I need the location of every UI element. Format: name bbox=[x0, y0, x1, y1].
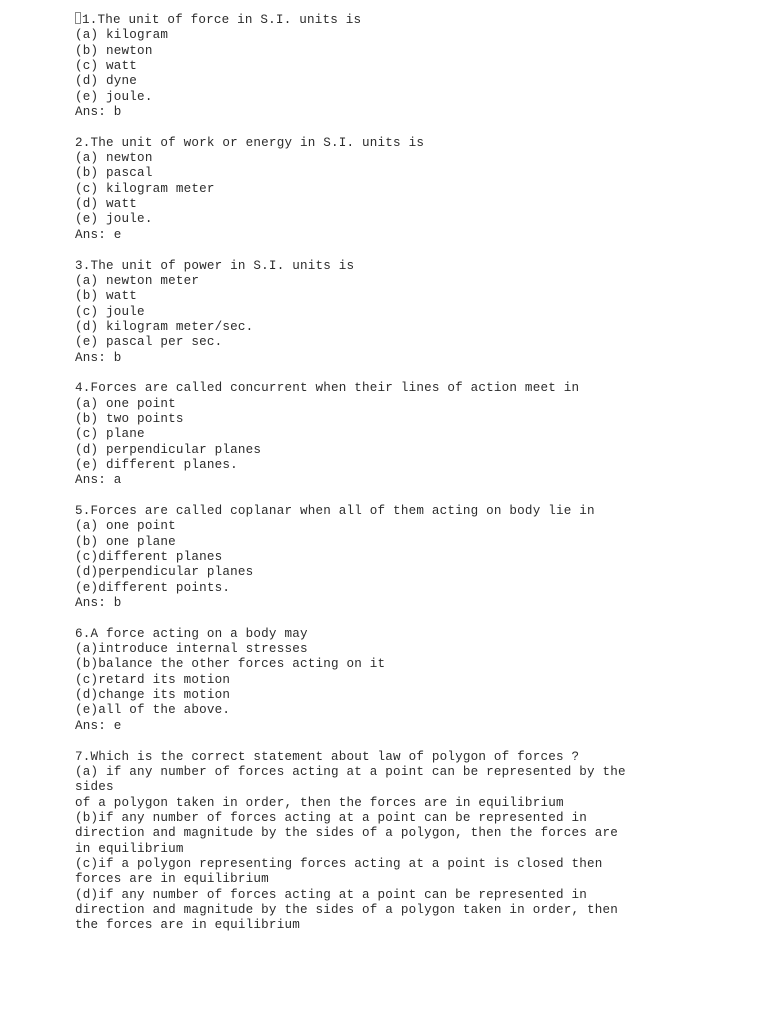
option-c: (c)retard its motion bbox=[75, 672, 231, 687]
question-stem: 3.The unit of power in S.I. units is bbox=[75, 258, 355, 273]
option-e: (e) joule. bbox=[75, 212, 153, 227]
option-b: (b) pascal bbox=[75, 166, 153, 181]
option-e: (e) different planes. bbox=[75, 457, 238, 472]
question-stem: 5.Forces are called coplanar when all of them acting on body lie in bbox=[75, 504, 595, 518]
option-a: (a)introduce internal stresses bbox=[75, 642, 308, 657]
option-a: (a) one point bbox=[75, 519, 176, 534]
question-stem: 7.Which is the correct statement about law of polygon of forces ? bbox=[75, 749, 580, 764]
question-3 bbox=[75, 259, 715, 366]
option-a: (a) newton meter bbox=[75, 273, 200, 288]
option-c: (c) joule bbox=[75, 304, 145, 319]
option-c: (c) watt bbox=[75, 59, 138, 74]
question-4 bbox=[75, 381, 715, 488]
option-d: (d) dyne bbox=[75, 74, 138, 89]
answer-line: Ans: b bbox=[75, 596, 122, 611]
missing-glyph-icon bbox=[75, 12, 81, 24]
option-d: (d) perpendicular planes bbox=[75, 442, 262, 457]
question-1 bbox=[75, 12, 715, 120]
option-e: (e) joule. bbox=[75, 89, 153, 104]
option-c: (c)different planes bbox=[75, 550, 223, 565]
question-stem: 6.A force acting on a body may bbox=[75, 626, 308, 641]
option-d: (d) watt bbox=[75, 197, 138, 212]
option-b: (b) two points bbox=[75, 411, 184, 426]
option-c-line-2: forces are in equilibrium bbox=[75, 872, 269, 887]
option-a: (a) kilogram bbox=[75, 28, 169, 43]
option-d-line-3: the forces are in equilibrium bbox=[75, 918, 300, 933]
option-e: (e)all of the above. bbox=[75, 703, 231, 718]
option-b: (b) watt bbox=[75, 289, 138, 304]
answer-line: Ans: b bbox=[75, 350, 122, 365]
option-b: (b)balance the other forces acting on it bbox=[75, 657, 386, 672]
answer-line: Ans: e bbox=[75, 227, 122, 242]
option-b-line-1: (b)if any number of forces acting at a point can be represented in bbox=[75, 810, 587, 825]
question-2 bbox=[75, 136, 715, 243]
question-stem: 4.Forces are called concurrent when their lines of action meet in bbox=[75, 381, 580, 396]
option-d: (d)perpendicular planes bbox=[75, 565, 254, 580]
option-e: (e)different points. bbox=[75, 580, 231, 595]
option-b: (b) one plane bbox=[75, 534, 176, 549]
option-a: (a) one point bbox=[75, 396, 176, 411]
option-e: (e) pascal per sec. bbox=[75, 335, 223, 350]
option-b-line-3: in equilibrium bbox=[75, 841, 184, 856]
question-stem: 1.The unit of force in S.I. units is bbox=[82, 13, 362, 27]
option-d-line-1: (d)if any number of forces acting at a point can be represented in bbox=[75, 887, 587, 902]
option-d: (d) kilogram meter/sec. bbox=[75, 319, 254, 334]
option-c: (c) plane bbox=[75, 427, 145, 442]
answer-line: Ans: e bbox=[75, 718, 122, 733]
question-stem: 2.The unit of work or energy in S.I. units is bbox=[75, 135, 425, 150]
document-page bbox=[75, 12, 715, 949]
option-a: (a) newton bbox=[75, 151, 153, 166]
option-a-line-2: sides bbox=[75, 780, 114, 795]
answer-line: Ans: a bbox=[75, 473, 122, 488]
option-a-line-3: of a polygon taken in order, then the forces are in equilibrium bbox=[75, 795, 564, 810]
option-d-line-2: direction and magnitude by the sides of a polygon taken in order, then bbox=[75, 902, 619, 917]
option-b-line-2: direction and magnitude by the sides of a polygon, then the forces are bbox=[75, 826, 619, 841]
question-6 bbox=[75, 627, 715, 734]
option-b: (b) newton bbox=[75, 43, 153, 58]
option-c-line-1: (c)if a polygon representing forces acting at a point is closed then bbox=[75, 856, 603, 871]
question-7 bbox=[75, 750, 715, 934]
question-5 bbox=[75, 504, 715, 611]
answer-line: Ans: b bbox=[75, 105, 122, 120]
option-a-line-1: (a) if any number of forces acting at a point can be represented by the bbox=[75, 764, 626, 779]
option-c: (c) kilogram meter bbox=[75, 181, 215, 196]
option-d: (d)change its motion bbox=[75, 688, 231, 703]
